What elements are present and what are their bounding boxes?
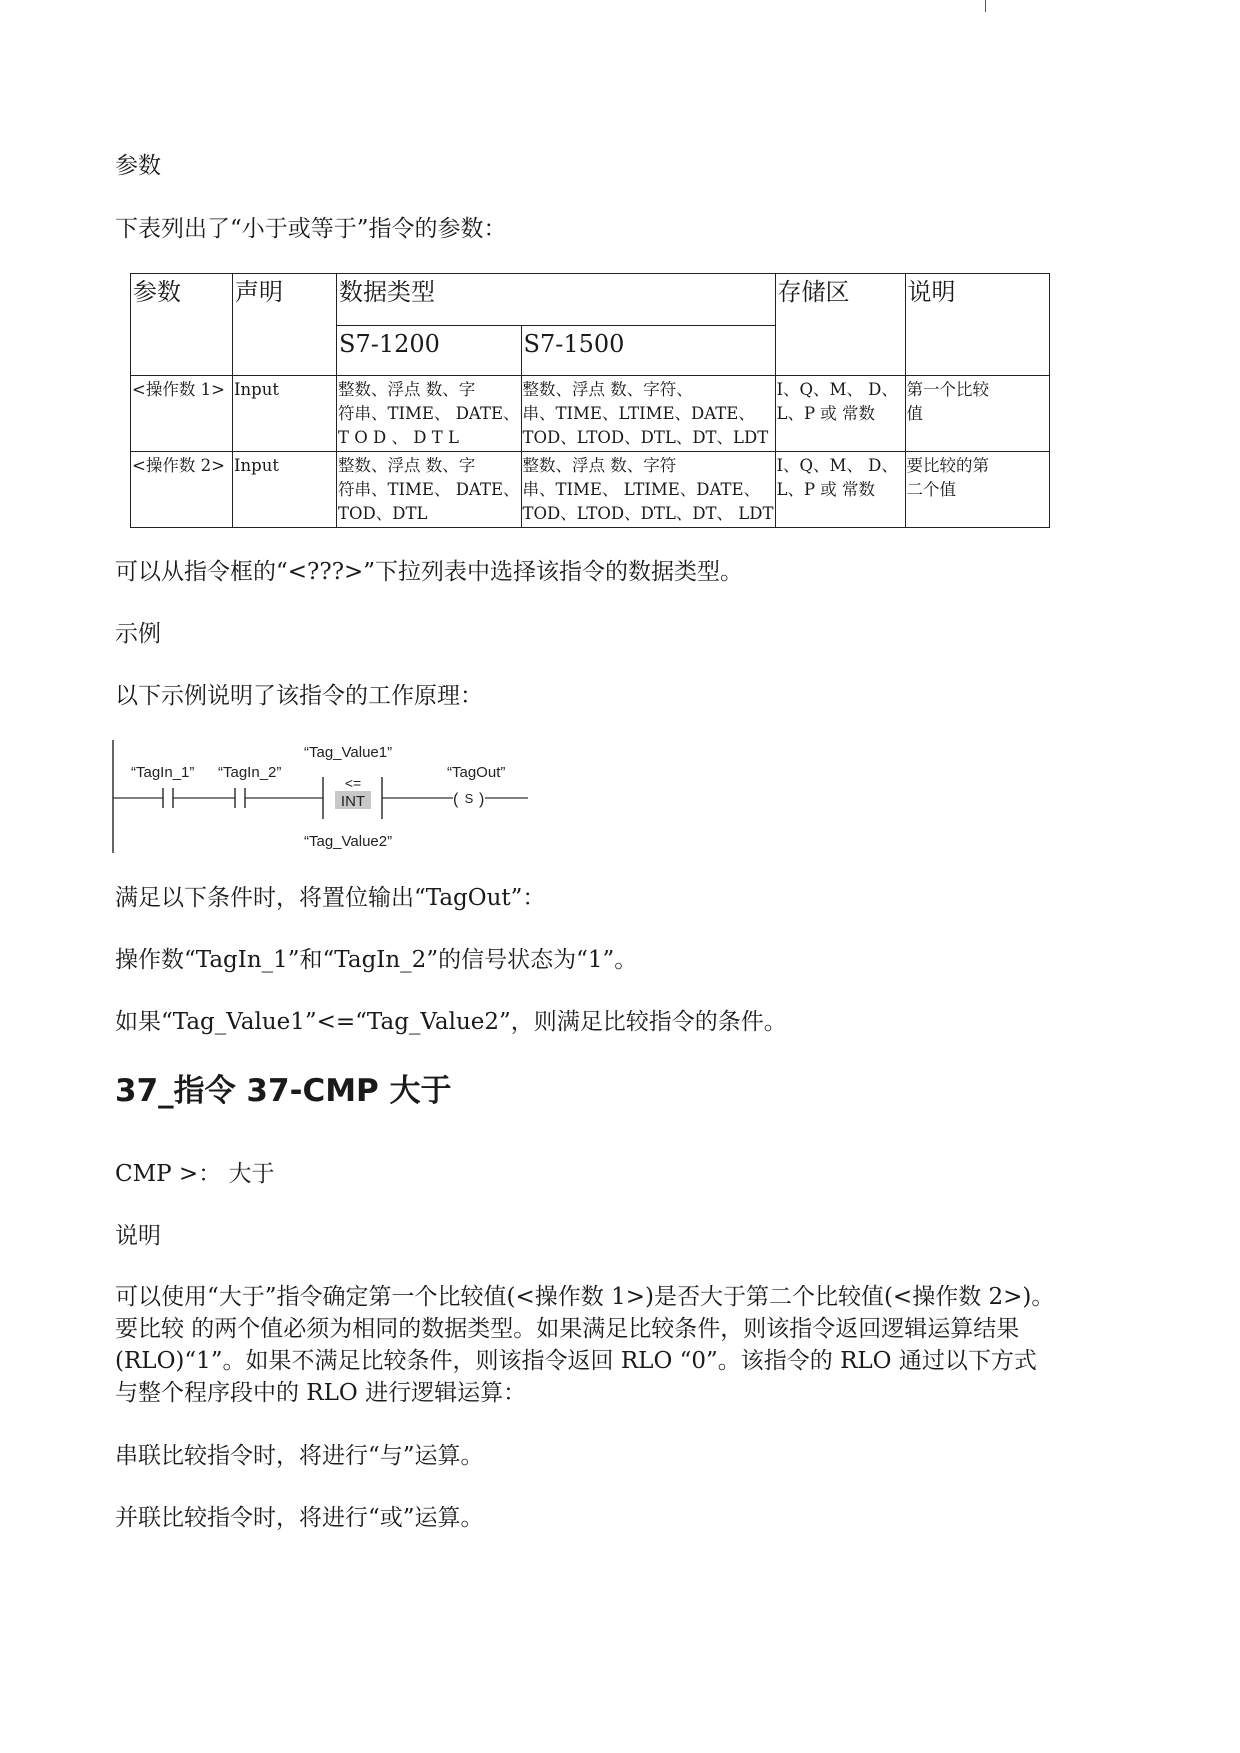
coil-set-label: S [464,791,474,806]
condition-2: 如果“Tag_Value1”<=“Tag_Value2”，则满足比较指令的条件。 [115,1009,787,1035]
table-row [131,376,1050,452]
coil-tag-label: “TagOut” [447,764,506,781]
example-intro: 以下示例说明了该指令的工作原理： [115,683,483,709]
contact2-label: “TagIn_2” [218,764,282,781]
table-intro: 下表列出了“小于或等于”指令的参数： [115,216,507,242]
parameter-table [130,273,1050,528]
cell-declaration: Input [233,452,337,528]
operator-label: <= [344,775,362,791]
header-s7-1200: S7-1200 [337,326,522,376]
page-edge-mark [985,0,986,12]
condition-intro: 满足以下条件时，将置位输出“TagOut”： [115,885,546,911]
header-s7-1500: S7-1500 [521,326,775,376]
cell-s7-1200-types: 整数、浮点 数、字 符串、TIME、 DATE、 T O D 、 D T L [337,376,522,452]
coil-close-paren: ) [479,791,485,808]
heading-example: 示例 [115,621,161,647]
value1-label: “Tag_Value1” [304,744,393,761]
contact1-label: “TagIn_1” [131,764,195,781]
cell-description: 要比较的第 二个值 [905,452,1049,528]
header-datatype: 数据类型 [337,274,776,326]
cell-s7-1500-types: 整数、浮点 数、字符 串、TIME、 LTIME、DATE、 TOD、LTOD、DTL、DT、 LDT [521,452,775,528]
coil-open-paren: ( [453,791,459,808]
heading-description: 说明 [115,1223,161,1249]
series-note: 串联比较指令时，将进行“与”运算。 [115,1443,484,1469]
cmp-definition: CMP >： 大于 [115,1161,275,1187]
cell-memory-area: I、Q、M、 D、 L、P 或 常数 [775,452,905,528]
parallel-note: 并联比较指令时，将进行“或”运算。 [115,1505,484,1531]
cell-s7-1500-types: 整数、浮点 数、字符、 串、TIME、LTIME、DATE、 TOD、LTOD、DTL、DT、LDT [521,376,775,452]
header-description: 说明 [905,274,1049,376]
value2-label: “Tag_Value2” [304,833,393,850]
cell-memory-area: I、Q、M、 D、 L、P 或 常数 [775,376,905,452]
header-memory-area: 存储区 [775,274,905,376]
header-param: 参数 [131,274,233,376]
ladder-diagram [110,735,540,855]
cell-s7-1200-types: 整数、浮点 数、字 符串、TIME、 DATE、 TOD、DTL [337,452,522,528]
datatype-select-note: 可以从指令框的“<???>”下拉列表中选择该指令的数据类型。 [115,559,744,585]
header-declaration: 声明 [233,274,337,376]
cell-description: 第一个比较 值 [905,376,1049,452]
cell-declaration: Input [233,376,337,452]
description-paragraph: 可以使用“大于”指令确定第一个比较值(<操作数 1>)是否大于第二个比较值(<操作数 2>)。 要比较 的两个值必须为相同的数据类型。如果满足比较条件，则该指令返回逻辑运算结果 (RLO)“1”。如果不满足比较条件，则该指令返回 RLO “0”。该指令的 RLO 通过以下方式 与整个程序段中的 RLO 进行逻辑运算： [115,1284,1055,1406]
section-title: 37_指令 37-CMP 大于 [115,1073,452,1109]
heading-parameters: 参数 [115,153,161,179]
table-row [131,452,1050,528]
cell-param: <操作数 1> [131,376,233,452]
table-header-row [131,274,1050,326]
cell-param: <操作数 2> [131,452,233,528]
datatype-label: INT [340,793,366,810]
condition-1: 操作数“TagIn_1”和“TagIn_2”的信号状态为“1”。 [115,947,638,973]
